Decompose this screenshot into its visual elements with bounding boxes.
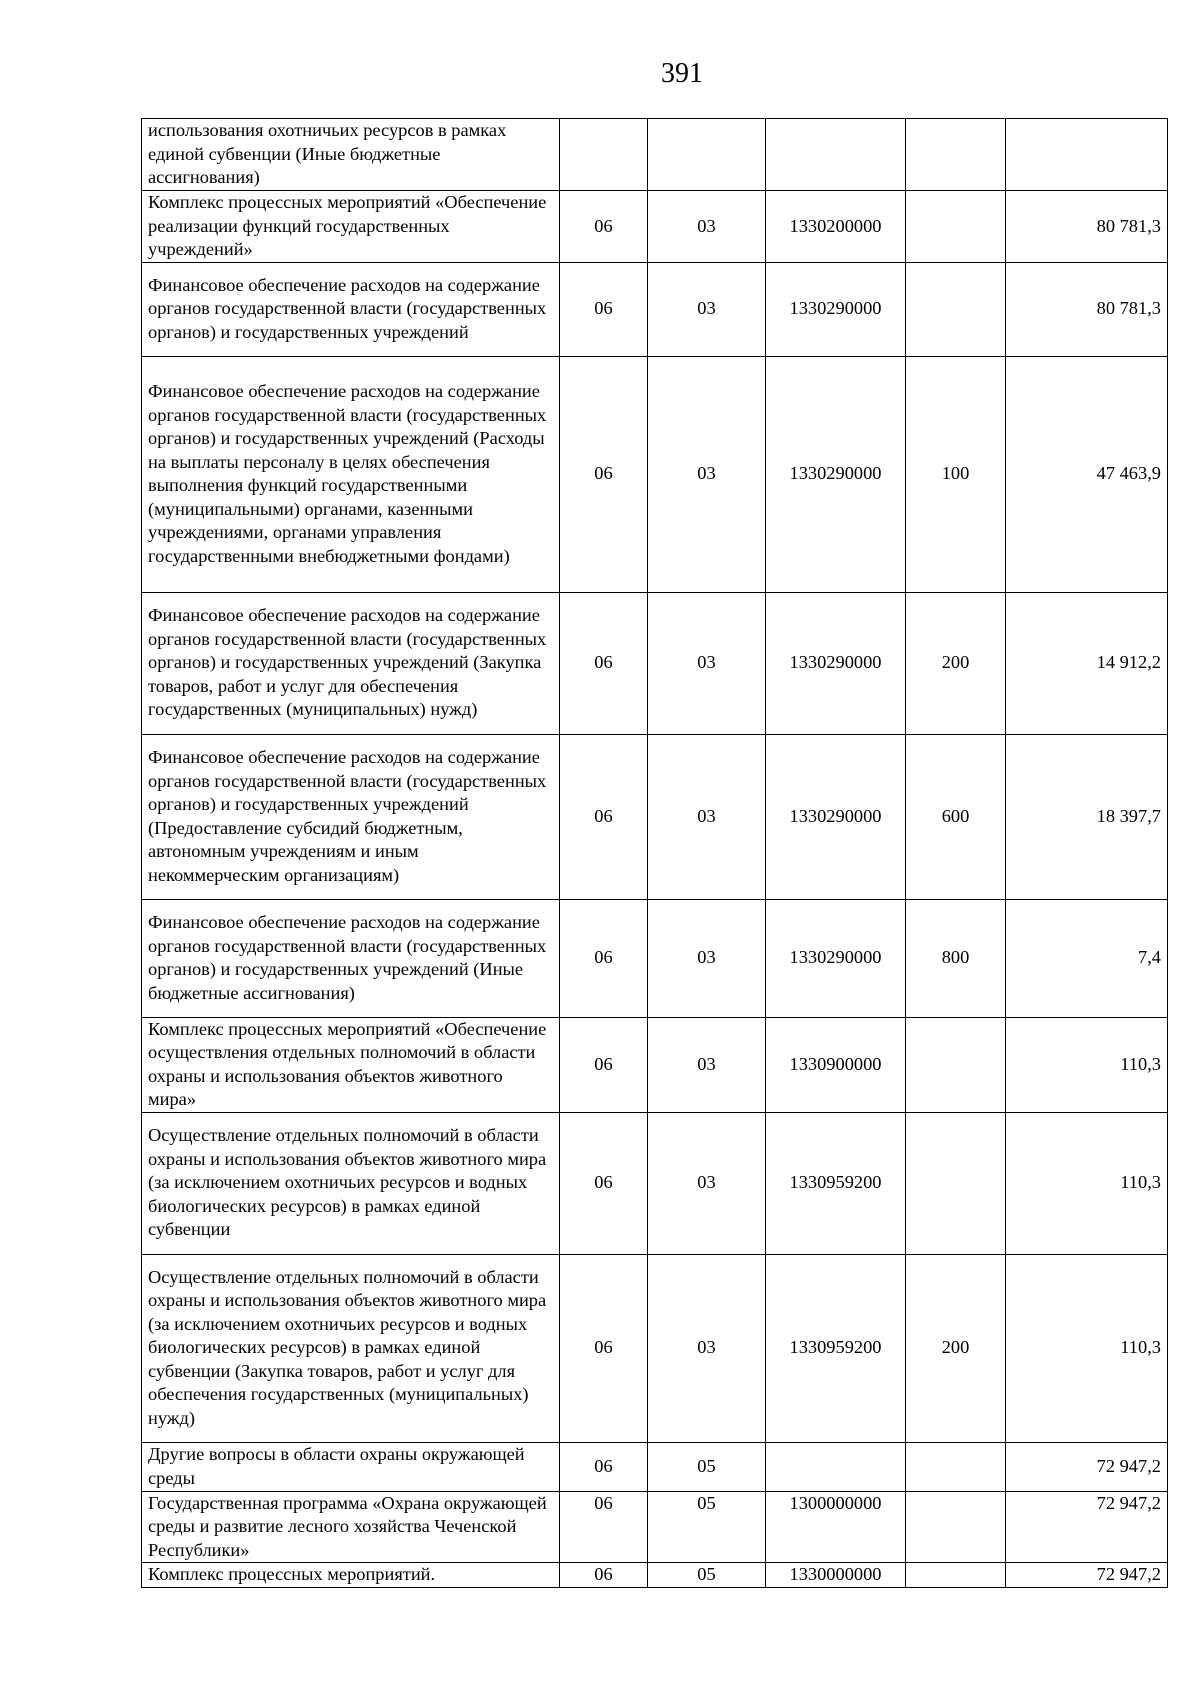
row-target-article: 1330290000 (766, 592, 906, 734)
row-expense-type: 200 (906, 1254, 1006, 1442)
row-section: 06 (560, 899, 648, 1017)
row-section (560, 119, 648, 191)
row-section: 06 (560, 191, 648, 263)
row-amount: 110,3 (1006, 1112, 1168, 1254)
row-name: использования охотничьих ресурсов в рамках единой субвенции (Иные бюджетные ассигнования) (142, 119, 560, 191)
row-name: Финансовое обеспечение расходов на содержание органов государственной власти (государственных органов) и государственных учреждений (Расходы на выплаты персоналу в целях обеспечения выполнения функций государственными (муниципальными) органами, казенными учреждениями, органами управления государственными внебюджетными фондами) (142, 356, 560, 592)
row-amount: 110,3 (1006, 1254, 1168, 1442)
row-name: Финансовое обеспечение расходов на содержание органов государственной власти (государственных органов) и государственных учреждений (142, 262, 560, 356)
table-row (142, 119, 1168, 191)
table-row (142, 191, 1168, 263)
table-row (142, 1112, 1168, 1254)
row-target-article: 1330290000 (766, 262, 906, 356)
table-row (142, 1491, 1168, 1563)
table-row (142, 1017, 1168, 1112)
row-section: 06 (560, 356, 648, 592)
row-target-article: 1330000000 (766, 1563, 906, 1588)
table-row (142, 1254, 1168, 1442)
row-target-article (766, 1442, 906, 1491)
row-name: Государственная программа «Охрана окружающей среды и развитие лесного хозяйства Чеченской Республики» (142, 1491, 560, 1563)
row-target-article: 1300000000 (766, 1491, 906, 1563)
row-amount: 18 397,7 (1006, 734, 1168, 899)
row-expense-type: 100 (906, 356, 1006, 592)
row-section: 06 (560, 1491, 648, 1563)
row-name: Финансовое обеспечение расходов на содержание органов государственной власти (государственных органов) и государственных учреждений (Иные бюджетные ассигнования) (142, 899, 560, 1017)
row-section: 06 (560, 1112, 648, 1254)
row-subsection: 03 (648, 1254, 766, 1442)
row-name: Другие вопросы в области охраны окружающей среды (142, 1442, 560, 1491)
row-section: 06 (560, 1017, 648, 1112)
row-subsection: 03 (648, 899, 766, 1017)
row-target-article (766, 119, 906, 191)
row-subsection: 03 (648, 734, 766, 899)
row-target-article: 1330290000 (766, 356, 906, 592)
row-section: 06 (560, 1442, 648, 1491)
row-amount: 47 463,9 (1006, 356, 1168, 592)
row-subsection: 03 (648, 1017, 766, 1112)
row-expense-type (906, 1017, 1006, 1112)
row-expense-type (906, 1112, 1006, 1254)
row-subsection: 03 (648, 1112, 766, 1254)
row-target-article: 1330290000 (766, 899, 906, 1017)
row-amount: 110,3 (1006, 1017, 1168, 1112)
row-amount (1006, 119, 1168, 191)
row-expense-type (906, 1563, 1006, 1588)
row-target-article: 1330959200 (766, 1254, 906, 1442)
row-target-article: 1330200000 (766, 191, 906, 263)
row-subsection: 03 (648, 356, 766, 592)
table-row (142, 899, 1168, 1017)
budget-table-body (142, 119, 1168, 1588)
row-amount: 80 781,3 (1006, 262, 1168, 356)
table-row (142, 1442, 1168, 1491)
row-expense-type (906, 119, 1006, 191)
budget-table (141, 118, 1168, 1588)
row-subsection: 03 (648, 262, 766, 356)
row-amount: 7,4 (1006, 899, 1168, 1017)
table-row (142, 734, 1168, 899)
row-subsection: 05 (648, 1563, 766, 1588)
table-row (142, 356, 1168, 592)
row-expense-type (906, 1491, 1006, 1563)
row-amount: 80 781,3 (1006, 191, 1168, 263)
table-row (142, 592, 1168, 734)
table-row (142, 1563, 1168, 1588)
row-amount: 72 947,2 (1006, 1563, 1168, 1588)
row-section: 06 (560, 262, 648, 356)
page-number: 391 (661, 58, 703, 89)
row-subsection: 03 (648, 592, 766, 734)
row-name: Комплекс процессных мероприятий. (142, 1563, 560, 1588)
row-name: Комплекс процессных мероприятий «Обеспечение осуществления отдельных полномочий в области охраны и использования объектов животного мира» (142, 1017, 560, 1112)
row-target-article: 1330290000 (766, 734, 906, 899)
row-target-article: 1330959200 (766, 1112, 906, 1254)
row-name: Финансовое обеспечение расходов на содержание органов государственной власти (государственных органов) и государственных учреждений (Закупка товаров, работ и услуг для обеспечения государственных (муниципальных) нужд) (142, 592, 560, 734)
row-section: 06 (560, 1254, 648, 1442)
row-expense-type: 800 (906, 899, 1006, 1017)
row-expense-type (906, 1442, 1006, 1491)
row-subsection: 05 (648, 1442, 766, 1491)
row-subsection: 03 (648, 191, 766, 263)
row-expense-type (906, 191, 1006, 263)
row-name: Осуществление отдельных полномочий в области охраны и использования объектов животного мира (за исключением охотничьих ресурсов и водных биологических ресурсов) в рамках единой субвенции (142, 1112, 560, 1254)
row-expense-type: 600 (906, 734, 1006, 899)
row-amount: 72 947,2 (1006, 1442, 1168, 1491)
row-section: 06 (560, 592, 648, 734)
row-subsection (648, 119, 766, 191)
row-name: Комплекс процессных мероприятий «Обеспечение реализации функций государственных учреждений» (142, 191, 560, 263)
row-name: Осуществление отдельных полномочий в области охраны и использования объектов животного мира (за исключением охотничьих ресурсов и водных биологических ресурсов) в рамках единой субвенции (Закупка товаров, работ и услуг для обеспечения государственных (муниципальных) нужд) (142, 1254, 560, 1442)
row-name: Финансовое обеспечение расходов на содержание органов государственной власти (государственных органов) и государственных учреждений (Предоставление субсидий бюджетным, автономным учреждениям и иным некоммерческим организациям) (142, 734, 560, 899)
table-row (142, 262, 1168, 356)
row-amount: 14 912,2 (1006, 592, 1168, 734)
row-expense-type (906, 262, 1006, 356)
row-section: 06 (560, 1563, 648, 1588)
row-section: 06 (560, 734, 648, 899)
row-subsection: 05 (648, 1491, 766, 1563)
row-target-article: 1330900000 (766, 1017, 906, 1112)
row-amount: 72 947,2 (1006, 1491, 1168, 1563)
row-expense-type: 200 (906, 592, 1006, 734)
